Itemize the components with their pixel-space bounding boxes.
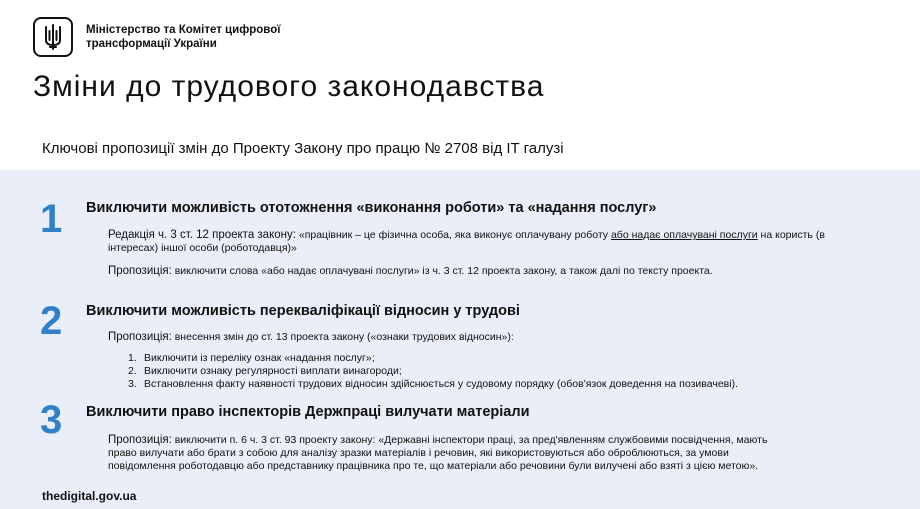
section-2-proposal: [108, 331, 868, 344]
proposal-text: внесення змін до ст. 13 проекта закону («ознаки трудових відносин»):: [171, 331, 514, 343]
section-1-proposal: [108, 265, 868, 278]
proposal-text-2: право вилучати або брати з собою для аналізу зразки матеріалів і речовин, які використовуються або оброблюються, за умови: [108, 447, 729, 459]
page-title: Зміни до трудового законодавства: [33, 70, 545, 103]
edition-text-2: на користь (в інтересах) іншої особи (роботодавця)»: [108, 229, 825, 254]
list-item: 2. Виключити ознаку регулярності виплати винагороди;: [128, 365, 402, 377]
list-item: 1. Виключити із переліку ознак «надання послуг»;: [128, 352, 375, 364]
header-area: [0, 0, 920, 170]
section-number-3: 3: [40, 398, 63, 442]
section-2-list: [128, 352, 738, 391]
trident-emblem-icon: [33, 17, 73, 57]
proposal-label: Пропозиція:: [108, 434, 172, 446]
section-number-1: 1: [40, 197, 63, 241]
proposal-label: Пропозиція:: [108, 265, 172, 277]
list-item: 3. Встановлення факту наявності трудових відносин здійснюється у судовому порядку (обов'язок доведення на позивачеві).: [128, 378, 738, 390]
section-1-edition: [108, 229, 868, 255]
section-3-proposal: [108, 434, 888, 473]
edition-text-underlined: або надає оплачувані послуги: [610, 229, 758, 241]
section-heading-1: Виключити можливість ототожнення «виконання роботи» та «надання послуг»: [86, 200, 657, 216]
section-number-2: 2: [40, 299, 63, 343]
edition-label: Редакція ч. 3 ст. 12 проекта закону:: [108, 229, 296, 241]
proposal-label: Пропозиція:: [108, 331, 172, 343]
org-line-2: трансформації України: [86, 38, 217, 50]
edition-text-1: «працівник – це фізична особа, яка виконує оплачувану роботу: [295, 229, 611, 241]
proposal-text-1: виключити п. 6 ч. 3 ст. 93 проекту закону: «Державні інспектори праці, за пред'явленням службовими посвідчення, мають: [171, 434, 768, 446]
proposal-text-3: повідомлення роботодавцю або представнику працівника про те, що матеріали або речовини були вилучені або взяті з цією метою».: [108, 460, 759, 472]
footer-url: thedigital.gov.ua: [42, 489, 137, 503]
organization-name: [86, 23, 326, 51]
org-line-1: Міністерство та Комітет цифрової: [86, 24, 281, 36]
page-subtitle: Ключові пропозиції змін до Проекту Закону про працю № 2708 від IT галузі: [42, 140, 564, 157]
section-heading-2: Виключити можливість перекваліфікації відносин у трудові: [86, 303, 520, 319]
proposal-text: виключити слова «або надає оплачувані послуги» із ч. 3 ст. 12 проекта закону, а також далі по тексту проекта.: [171, 265, 713, 277]
section-heading-3: Виключити право інспекторів Держпраці вилучати матеріали: [86, 404, 530, 420]
